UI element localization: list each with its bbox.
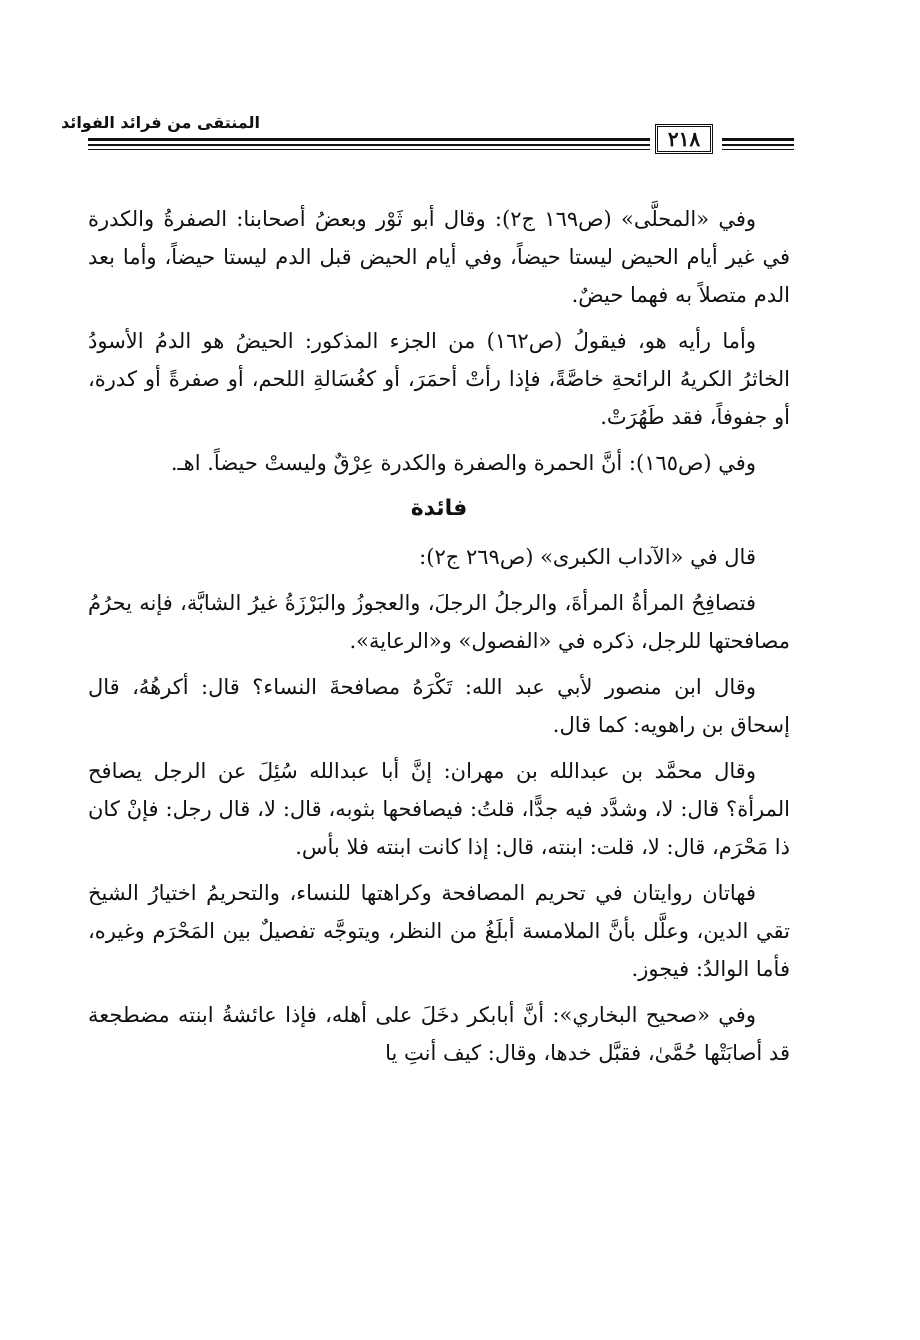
page-number: ٢١٨ <box>655 124 713 154</box>
header-rule <box>88 144 650 146</box>
header-rule <box>722 138 794 141</box>
paragraph: وأما رأيه هو، فيقولُ (ص١٦٢) من الجزء المذكور: الحيضُ هو الدمُ الأسودُ الخاثرُ الكريهُ الرائحةِ خاصَّةً، فإذا رأتْ أحمَرَ، أو كغُسَالةِ اللحم، أو صفرةً أو كدرة، أو جفوفاً، فقد طَهُرَتْ. <box>88 329 790 429</box>
paragraph: وفي «المحلَّى» (ص١٦٩ ج٢): وقال أبو ثَوْر وبعضُ أصحابنا: الصفرةُ والكدرة في غير أيام الحيض ليستا حيضاً، وفي أيام الحيض قبل الدم ليستا حيضاً، وأما بعد الدم متصلاً به فهما حيضٌ. <box>88 207 790 307</box>
paragraph: وقال ابن منصور لأبي عبد الله: تَكْرَهُ مصافحةَ النساء؟ قال: أكرهُهُ، قال إسحاق بن راهويه: كما قال. <box>88 675 790 737</box>
header-rule <box>722 149 794 150</box>
header-rule <box>722 144 794 146</box>
paragraph: فتصافِحُ المرأةُ المرأةَ، والرجلُ الرجلَ، والعجوزُ والبَرْزَةُ غيرُ الشابَّة، فإنه يحرُمُ مصافحتها للرجل، ذكره في «الفصول» و«الرعاية». <box>88 591 790 653</box>
paragraph: فهاتان روايتان في تحريم المصافحة وكراهتها للنساء، والتحريمُ اختيارُ الشيخ تقي الدين، وعلَّل بأنَّ الملامسة أبلَغُ من النظر، ويتوجَّه تفصيلٌ بين المَحْرَم وغيره، فأما الوالدُ: فيجوز. <box>88 881 790 981</box>
running-header-title: المنتقى من فرائد الفوائد <box>61 113 260 132</box>
header-rule <box>88 138 650 141</box>
paragraph: وفي (ص١٦٥): أنَّ الحمرة والصفرة والكدرة عِرْقٌ وليستْ حيضاً. اهـ. <box>170 451 756 475</box>
paragraph: وفي «صحيح البخاري»: أنَّ أبابكر دخَلَ على أهله، فإذا عائشةُ ابنته مضطجعة قد أصابَتْها حُمَّىٰ، فقبَّل خدها، وقال: كيف أنتِ يا <box>88 1003 790 1065</box>
section-heading: فائدة <box>410 496 468 521</box>
paragraph: وقال محمَّد بن عبدالله بن مهران: إنَّ أبا عبدالله سُئِلَ عن الرجل يصافح المرأة؟ قال: لا، وشدَّد فيه جدًّا، قلتُ: فيصافحها بثوبه، قال: لا، قال رجل: فإنْ كان ذا مَحْرَم، قال: لا، قلت: ابنته، قال: إذا كانت ابنته فلا بأس. <box>88 759 790 859</box>
paragraph: قال في «الآداب الكبرى» (ص٢٦٩ ج٢): <box>419 545 756 569</box>
header-rule <box>88 149 650 150</box>
body-text <box>88 200 790 1080</box>
